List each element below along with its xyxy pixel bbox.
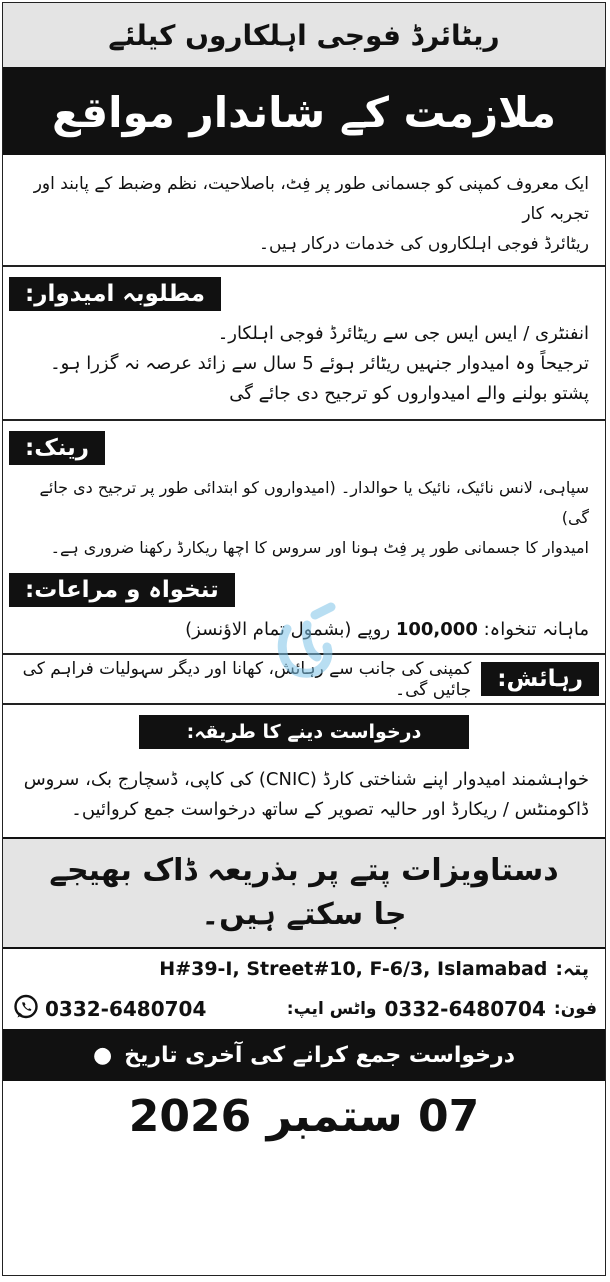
address-value: H#39-I, Street#10, F-6/3, Islamabad [159,958,548,980]
intro-line-1: ایک معروف کمپنی کو جسمانی طور پر فِٹ، باصلاحیت، نظم وضبط کے پابند اور تجربہ کار [33,174,589,224]
candidate-item-3: پشتو بولنے والے امیدواروں کو ترجیح دی جائے گی [229,383,589,404]
bullet-icon: ● [93,1042,113,1068]
candidate-item-1: انفنٹری / ایس ایس جی سے ریٹائرڈ فوجی اہلکار۔ [217,323,589,344]
mail-line-1: دستاویزات پتے پر بذریعہ ڈاک بھیجے [49,853,559,888]
whatsapp-label: واٹس ایپ: [286,999,377,1019]
job-advertisement [2,2,606,1276]
phone-label: فون: [553,999,597,1019]
apply-heading: درخواست دینے کا طریقہ: [139,715,470,749]
ad-subtitle: ریٹائرڈ فوجی اہلکاروں کیلئے [3,3,605,69]
salary-label: ماہانہ تنخواہ: [483,619,589,640]
phone-group [287,997,597,1021]
phone-number[interactable]: 0332-6480704 [384,997,546,1021]
whatsapp-icon [13,994,39,1025]
residence-heading: رہائش: [481,662,599,696]
mail-notice [3,837,605,949]
mail-line-2: جا سکتے ہیں۔ [201,897,407,932]
intro-line-2: ریٹائرڈ فوجی اہلکاروں کی خدمات درکار ہیں۔ [259,234,589,254]
salary-suffix: روپے (بشمول تمام الاؤنسز) [185,619,391,640]
residence-text: کمپنی کی جانب سے رہائش، کھانا اور دیگر سہولیات فراہم کی جائیں گی۔ [22,659,472,700]
candidate-item-2: ترجیحاً وہ امیدوار جنہیں ریٹائر ہوئے 5 سال سے زائد عرصہ نہ گزرا ہو۔ [50,353,589,374]
salary-amount: 100,000 [395,619,478,640]
ad-title: ملازمت کے شاندار مواقع [3,69,605,155]
apply-line-2: ڈاکومنٹس / ریکارڈ اور حالیہ تصویر کے ساتھ درخواست جمع کروائیں۔ [71,799,589,820]
address-label: پتہ: [555,958,589,980]
whatsapp-group [13,994,206,1025]
salary-heading: تنخواہ و مراعات: [9,573,235,607]
candidates-heading: مطلوبہ امیدوار: [9,277,221,311]
rank-line-2: امیدوار کا جسمانی طور پر فِٹ ہونا اور سروس کا اچھا ریکارڈ رکھنا ضروری ہے۔ [50,538,589,557]
whatsapp-number[interactable]: 0332-6480704 [45,997,207,1021]
rank-line-1: سپاہی، لانس نائیک، نائیک یا حوالدار۔ (امیدواروں کو ابتدائی طور پر ترجیح دی جائے گی) [39,478,589,527]
rank-heading: رینک: [9,431,105,465]
address-row [3,949,605,989]
watermark-logo [265,601,347,683]
contact-row [3,989,605,1029]
deadline-label: درخواست جمع کرانے کی آخری تاریخ [124,1042,515,1068]
deadline-date: 07 ستمبر 2026 [128,1090,480,1142]
deadline-bar [3,1029,605,1081]
apply-line-1: خواہشمند امیدوار اپنے شناختی کارڈ (CNIC) کی کاپی، ڈسچارج بک، سروس [23,769,589,790]
